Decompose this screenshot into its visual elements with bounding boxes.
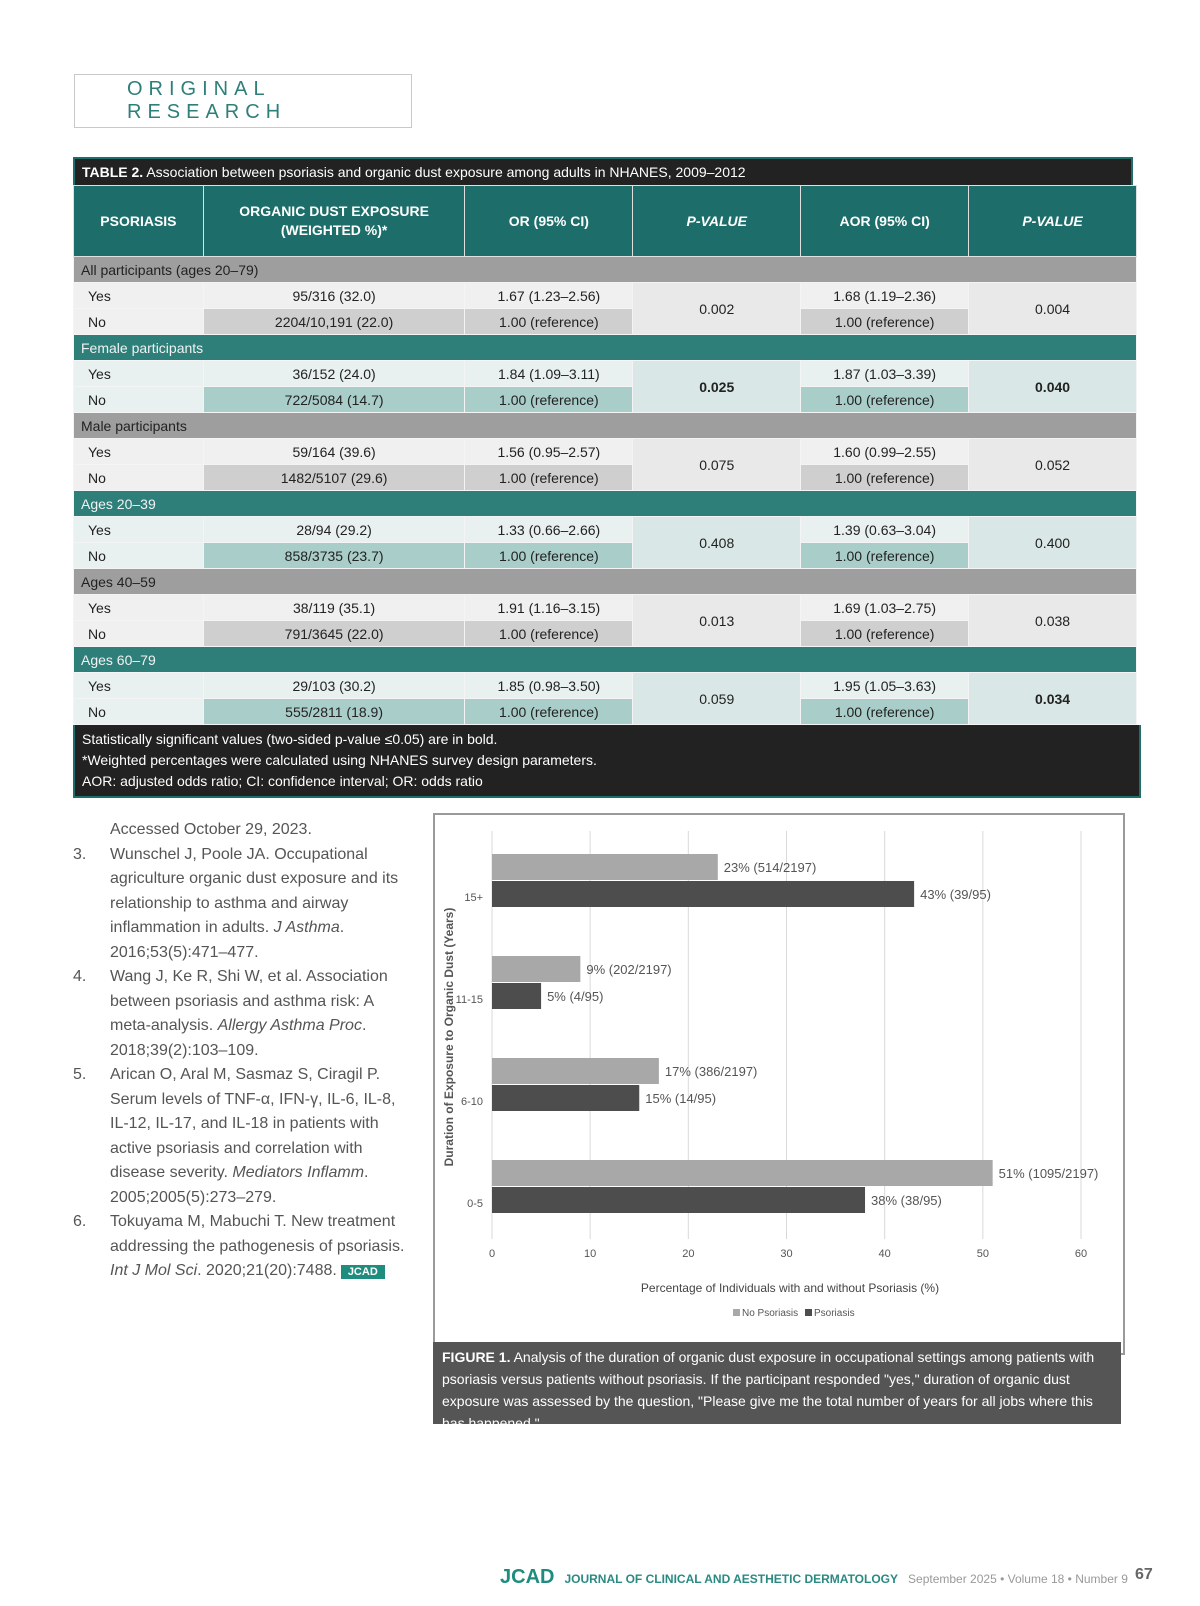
footnote: Statistically significant values (two-sided p-value ≤0.05) are in bold. [82, 731, 498, 747]
header-p-value-1: P-VALUE [633, 186, 801, 257]
y-tick-label: 6-10 [460, 1096, 483, 1108]
group-row [74, 647, 1137, 673]
reference-journal: J Asthma [273, 919, 340, 936]
aor-cell: 1.00 (reference) [801, 699, 969, 725]
reference-list [73, 843, 413, 1284]
figure-caption [433, 1342, 1121, 1431]
reference-citation: . 2005;2005(5):273–279. [110, 1164, 369, 1206]
reference-number: 3. [73, 845, 87, 863]
header-or: OR (95% CI) [465, 186, 633, 257]
psoriasis-cell: Yes [74, 595, 204, 621]
exposure-cell: 28/94 (29.2) [203, 517, 465, 543]
figure-caption-text: Analysis of the duration of organic dust exposure in occupational settings among patients with psoriasis versus patients without psoriasis. If the participant responded "yes," duration of organic dust exposure was assessed by the question, "Please give me the total number of years for all jobs where this has happened." [442, 1349, 1095, 1431]
table-row [74, 283, 1137, 309]
or-cell: 1.00 (reference) [465, 543, 633, 569]
y-tick-label: 11-15 [455, 994, 483, 1006]
psoriasis-cell: No [74, 543, 204, 569]
psoriasis-cell: Yes [74, 361, 204, 387]
psoriasis-cell: No [74, 387, 204, 413]
footer-logo: JCAD [500, 1566, 555, 1588]
or-cell: 1.00 (reference) [465, 465, 633, 491]
exposure-cell: 2204/10,191 (22.0) [203, 309, 465, 335]
group-row [74, 569, 1137, 595]
page-footer [500, 1566, 1128, 1589]
reference-number: 6. [73, 1213, 87, 1230]
legend-label: No Psoriasis [742, 1308, 799, 1319]
p-value-cell: 0.038 [969, 595, 1137, 647]
footnote: AOR: adjusted odds ratio; CI: confidence interval; OR: odds ratio [82, 773, 483, 789]
section-label-box [74, 74, 412, 128]
bar [492, 881, 914, 907]
table-title-text: Association between psoriasis and organic dust exposure among adults in NHANES, 2009–2012 [143, 164, 746, 180]
exposure-cell: 722/5084 (14.7) [203, 387, 465, 413]
exposure-cell: 36/152 (24.0) [203, 361, 465, 387]
or-cell: 1.84 (1.09–3.11) [465, 361, 633, 387]
reference-text [110, 1210, 413, 1284]
table-body [74, 257, 1137, 725]
reference-body: Arican O, Aral M, Sasmaz S, Ciragil P. Serum levels of TNF-α, IFN-γ, IL-6, IL-8, IL-12, IL-17, and IL-18 in patients with active psoriasis and correlation with disease severity. [110, 1066, 396, 1181]
table-row [74, 439, 1137, 465]
group-row [74, 257, 1137, 283]
reference-body: Tokuyama M, Mabuchi T. New treatment addressing the pathogenesis of psoriasis. [110, 1213, 405, 1255]
reference-citation: . 2018;39(2):103–109. [110, 1017, 367, 1059]
aor-cell: 1.87 (1.03–3.39) [801, 361, 969, 387]
aor-cell: 1.69 (1.03–2.75) [801, 595, 969, 621]
p-value-cell: 0.034 [969, 673, 1137, 725]
page-number: 67 [1135, 1566, 1153, 1583]
group-row [74, 413, 1137, 439]
group-label: Ages 20–39 [74, 491, 1137, 517]
bar [492, 983, 541, 1009]
bar [492, 854, 718, 880]
psoriasis-cell: No [74, 621, 204, 647]
table-row [74, 361, 1137, 387]
aor-cell: 1.60 (0.99–2.55) [801, 439, 969, 465]
group-label: Ages 60–79 [74, 647, 1137, 673]
reference-text [110, 965, 413, 1063]
psoriasis-cell: No [74, 309, 204, 335]
table-2 [73, 157, 1133, 798]
data-label: 38% (38/95) [871, 1193, 942, 1208]
psoriasis-cell: Yes [74, 673, 204, 699]
p-value-cell: 0.040 [969, 361, 1137, 413]
data-label: 43% (39/95) [920, 887, 991, 902]
data-label: 51% (1095/2197) [998, 1166, 1099, 1181]
bar [492, 1058, 659, 1084]
header-psoriasis: PSORIASIS [74, 186, 204, 257]
group-label: Ages 40–59 [74, 569, 1137, 595]
footer-journal: JOURNAL OF CLINICAL AND AESTHETIC DERMATOLOGY [564, 1572, 899, 1586]
reference-journal: Int J Mol Sci [110, 1262, 198, 1279]
reference-text [110, 843, 413, 966]
aor-cell: 1.39 (0.63–3.04) [801, 517, 969, 543]
aor-cell: 1.68 (1.19–2.36) [801, 283, 969, 309]
bar [492, 1085, 639, 1111]
reference-item [73, 1210, 413, 1284]
reference-text [110, 1063, 413, 1210]
group-label: All participants (ages 20–79) [74, 257, 1137, 283]
aor-cell: 1.00 (reference) [801, 621, 969, 647]
table-title-prefix: TABLE 2. [82, 164, 144, 180]
p-value-cell: 0.013 [633, 595, 801, 647]
bar [492, 956, 580, 982]
reference-continuation: Accessed October 29, 2023. [110, 821, 312, 838]
group-label: Male participants [74, 413, 1137, 439]
data-label: 15% (14/95) [645, 1091, 717, 1106]
reference-citation: . 2020;21(20):7488. [197, 1262, 337, 1279]
aor-cell: 1.95 (1.05–3.63) [801, 673, 969, 699]
reference-journal: Mediators Inflamm [232, 1164, 365, 1181]
psoriasis-cell: No [74, 699, 204, 725]
section-label: ORIGINAL RESEARCH [127, 78, 287, 123]
p-value-cell: 0.052 [969, 439, 1137, 491]
p-value-cell: 0.004 [969, 283, 1137, 335]
table-row [74, 595, 1137, 621]
table-title [73, 157, 1133, 185]
aor-cell: 1.00 (reference) [801, 465, 969, 491]
exposure-cell: 555/2811 (18.9) [203, 699, 465, 725]
header-aor: AOR (95% CI) [801, 186, 969, 257]
legend-swatch [733, 1309, 740, 1316]
x-tick-label: 10 [584, 1248, 597, 1260]
aor-cell: 1.00 (reference) [801, 387, 969, 413]
y-tick-label: 15+ [464, 892, 483, 904]
footnote: *Weighted percentages were calculated using NHANES survey design parameters. [82, 752, 597, 768]
data-label: 17% (386/2197) [664, 1064, 758, 1079]
x-tick-label: 20 [682, 1248, 695, 1260]
or-cell: 1.00 (reference) [465, 387, 633, 413]
aor-cell: 1.00 (reference) [801, 309, 969, 335]
p-value-cell: 0.025 [633, 361, 801, 413]
psoriasis-cell: Yes [74, 517, 204, 543]
table-row [74, 517, 1137, 543]
group-row [74, 335, 1137, 361]
exposure-cell: 858/3735 (23.7) [203, 543, 465, 569]
exposure-cell: 95/316 (32.0) [203, 283, 465, 309]
p-value-cell: 0.075 [633, 439, 801, 491]
references [73, 818, 413, 1284]
header-p-value-2: P-VALUE [969, 186, 1137, 257]
footer-issue: September 2025 • Volume 18 • Number 9 [908, 1572, 1128, 1586]
y-axis-label: Duration of Exposure to Organic Dust (Years) [442, 907, 456, 1167]
table-row [74, 673, 1137, 699]
reference-item [73, 843, 413, 966]
data-table [73, 185, 1137, 725]
or-cell: 1.56 (0.95–2.57) [465, 439, 633, 465]
figure-caption-prefix: FIGURE 1. [442, 1349, 511, 1365]
x-tick-label: 50 [976, 1248, 989, 1260]
reference-journal: Allergy Asthma Proc [217, 1017, 362, 1034]
bar-chart [435, 815, 1123, 1353]
group-label: Female participants [74, 335, 1137, 361]
reference-number: 4. [73, 968, 87, 985]
group-row [74, 491, 1137, 517]
exposure-cell: 791/3645 (22.0) [203, 621, 465, 647]
p-value-cell: 0.400 [969, 517, 1137, 569]
legend-swatch [805, 1309, 812, 1316]
psoriasis-cell: Yes [74, 283, 204, 309]
p-value-cell: 0.002 [633, 283, 801, 335]
x-axis-label: Percentage of Individuals with and without Psoriasis (%) [640, 1281, 940, 1295]
or-cell: 1.85 (0.98–3.50) [465, 673, 633, 699]
bar [492, 1160, 993, 1186]
legend-label: Psoriasis [814, 1308, 855, 1319]
or-cell: 1.00 (reference) [465, 621, 633, 647]
jcad-badge: JCAD [341, 1265, 385, 1279]
header-exposure: ORGANIC DUST EXPOSURE (WEIGHTED %)* [203, 186, 465, 257]
y-tick-label: 0-5 [467, 1198, 483, 1210]
reference-item [73, 965, 413, 1063]
or-cell: 1.00 (reference) [465, 699, 633, 725]
reference-number: 5. [73, 1066, 87, 1083]
reference-body: Wang J, Ke R, Shi W, et al. Association between psoriasis and asthma risk: A meta-analysis. [110, 968, 388, 1034]
exposure-cell: 59/164 (39.6) [203, 439, 465, 465]
aor-cell: 1.00 (reference) [801, 543, 969, 569]
p-value-cell: 0.059 [633, 673, 801, 725]
table-footnotes [73, 725, 1141, 798]
p-value-cell: 0.408 [633, 517, 801, 569]
psoriasis-cell: No [74, 465, 204, 491]
figure-1 [433, 813, 1125, 1355]
exposure-cell: 1482/5107 (29.6) [203, 465, 465, 491]
or-cell: 1.33 (0.66–2.66) [465, 517, 633, 543]
x-tick-label: 60 [1074, 1248, 1088, 1260]
x-tick-label: 30 [780, 1248, 793, 1260]
data-label: 9% (202/2197) [586, 962, 672, 977]
exposure-cell: 38/119 (35.1) [203, 595, 465, 621]
or-cell: 1.00 (reference) [465, 309, 633, 335]
x-tick-label: 40 [878, 1248, 891, 1260]
reference-item [73, 1063, 413, 1210]
data-label: 23% (514/2197) [723, 860, 817, 875]
psoriasis-cell: Yes [74, 439, 204, 465]
bar [492, 1187, 865, 1213]
data-label: 5% (4/95) [547, 989, 604, 1004]
or-cell: 1.91 (1.16–3.15) [465, 595, 633, 621]
reference-body: Wunschel J, Poole JA. Occupational agriculture organic dust exposure and its relationship to asthma and airway inflammation in adults. [110, 845, 399, 936]
reference-citation: . 2016;53(5):471–477. [110, 919, 345, 961]
x-tick-label: 0 [488, 1248, 496, 1260]
or-cell: 1.67 (1.23–2.56) [465, 283, 633, 309]
exposure-cell: 29/103 (30.2) [203, 673, 465, 699]
